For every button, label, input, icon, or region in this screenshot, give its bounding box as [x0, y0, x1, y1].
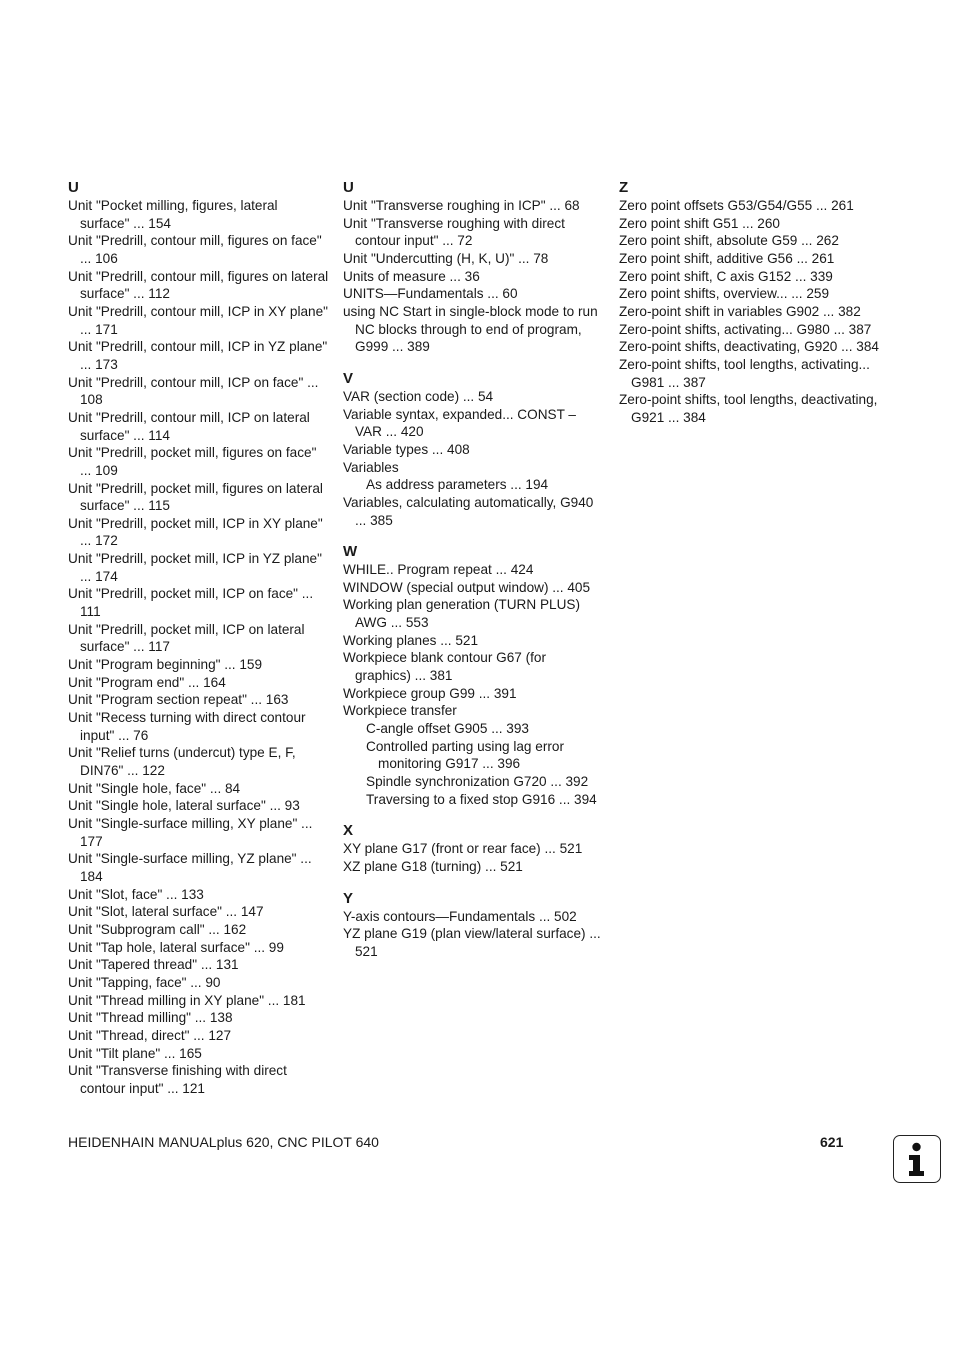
- index-entry: Zero-point shifts, tool lengths, deactivating, G921 ... 384: [619, 392, 878, 425]
- index-section: [343, 179, 605, 356]
- index-entry: Unit "Single-surface milling, YZ plane" ... 184: [68, 851, 312, 884]
- index-column-3: [619, 179, 881, 427]
- index-entry: Unit "Single-surface milling, XY plane" ... 177: [68, 815, 313, 849]
- index-entry: Unit "Tapping, face" ... 90: [68, 974, 221, 990]
- index-entry: WINDOW (special output window) ... 405: [343, 579, 591, 595]
- index-entry: Unit "Predrill, pocket mill, ICP in XY plane" ... 172: [68, 515, 323, 549]
- index-entry: Unit "Relief turns (undercut) type E, F, DIN76" ... 122: [68, 745, 296, 778]
- index-entry: Unit "Slot, face" ... 133: [68, 886, 204, 902]
- index-entry: using NC Start in single-block mode to run NC blocks through to end of program, G999 ... 389: [343, 303, 598, 355]
- index-entry: Unit "Predrill, pocket mill, ICP in YZ plane" ... 174: [68, 551, 322, 584]
- index-entry: Unit "Pocket milling, figures, lateral surface" ... 154: [68, 198, 278, 231]
- index-entry: Unit "Single hole, lateral surface" ... 93: [68, 798, 300, 814]
- index-entry: Zero point shifts, overview... ... 259: [619, 286, 830, 302]
- index-entry: Unit "Program section repeat" ... 163: [68, 692, 289, 708]
- index-entry: Unit "Recess turning with direct contour input" ... 76: [68, 710, 306, 743]
- index-entry: Unit "Single hole, face" ... 84: [68, 780, 241, 796]
- index-entry: Zero point shift, additive G56 ... 261: [619, 250, 835, 266]
- index-entry: Unit "Slot, lateral surface" ... 147: [68, 904, 264, 920]
- section-letter: Z: [619, 179, 629, 196]
- index-entry: Variables: [343, 459, 399, 475]
- index-entry: Zero point offsets G53/G54/G55 ... 261: [619, 198, 854, 213]
- section-letter: U: [343, 179, 354, 196]
- index-entry: Unit "Predrill, contour mill, figures on face" ... 106: [68, 233, 322, 266]
- index-entry: Unit "Predrill, contour mill, figures on lateral surface" ... 112: [68, 268, 329, 302]
- info-icon: [893, 1135, 941, 1183]
- section-letter: W: [343, 543, 358, 561]
- index-entry: XZ plane G18 (turning) ... 521: [343, 859, 523, 874]
- index-entry: Unit "Predrill, pocket mill, ICP on lateral surface" ... 117: [68, 621, 305, 655]
- index-entry: Unit "Thread milling in XY plane" ... 181: [68, 992, 306, 1008]
- index-entry: Unit "Program beginning" ... 159: [68, 657, 263, 673]
- index-entry: Zero-point shifts, tool lengths, activating... G981 ... 387: [619, 356, 870, 390]
- index-entry: Unit "Undercutting (H, K, U)" ... 78: [343, 250, 549, 266]
- index-subentry: Controlled parting using lag error monitoring G917 ... 396: [366, 738, 564, 772]
- index-entry: Workpiece group G99 ... 391: [343, 685, 517, 701]
- section-letter: X: [343, 822, 354, 840]
- index-entry: Zero-point shift in variables G902 ... 382: [619, 303, 861, 319]
- index-entry: Unit "Thread milling" ... 138: [68, 1010, 233, 1026]
- index-entry: Unit "Predrill, contour mill, ICP in XY plane" ... 171: [68, 303, 328, 337]
- index-subentry: C-angle offset G905 ... 393: [366, 721, 529, 737]
- index-entry: WHILE.. Program repeat ... 424: [343, 562, 534, 578]
- index-entry: Unit "Predrill, contour mill, ICP in YZ plane" ... 173: [68, 339, 328, 372]
- index-section: [343, 822, 605, 875]
- index-entry: YZ plane G19 (plan view/lateral surface) ... 521: [343, 926, 601, 959]
- footer-title: HEIDENHAIN MANUALplus 620, CNC PILOT 640: [68, 1134, 379, 1150]
- index-entry: Zero point shift G51 ... 260: [619, 215, 780, 231]
- section-letter: Y: [343, 889, 354, 907]
- index-entry: VAR (section code) ... 54: [343, 388, 494, 404]
- index-section: [343, 890, 605, 961]
- index-entry: Unit "Transverse roughing in ICP" ... 68: [343, 198, 580, 213]
- index-entry: Unit "Transverse roughing with direct contour input" ... 72: [343, 215, 565, 249]
- index-entry: Unit "Predrill, contour mill, ICP on lateral surface" ... 114: [68, 409, 310, 443]
- section-letter: U: [68, 179, 79, 196]
- index-section: [343, 543, 605, 808]
- index-section: [343, 370, 605, 529]
- index-section: [619, 179, 881, 427]
- page-number: 621: [820, 1134, 844, 1150]
- index-entry: Zero-point shifts, activating... G980 ... 387: [619, 321, 872, 337]
- index-entry: Unit "Predrill, contour mill, ICP on face" ... 108: [68, 374, 319, 408]
- section-letter: V: [343, 369, 354, 387]
- info-glyph-icon: [894, 1136, 939, 1181]
- index-entry: Variable types ... 408: [343, 441, 470, 457]
- index-entry: Unit "Program end" ... 164: [68, 674, 226, 690]
- index-entry: Zero point shift, C axis G152 ... 339: [619, 268, 833, 284]
- index-entry: Unit "Predrill, pocket mill, figures on lateral surface" ... 115: [68, 480, 323, 514]
- index-entry: Unit "Tilt plane" ... 165: [68, 1045, 202, 1061]
- index-entry: UNITS—Fundamentals ... 60: [343, 286, 518, 302]
- index-subentry: As address parameters ... 194: [366, 477, 549, 493]
- index-section: [68, 179, 330, 1097]
- index-entry: Y-axis contours—Fundamentals ... 502: [343, 908, 577, 924]
- index-entry: Unit "Transverse finishing with direct contour input" ... 121: [68, 1063, 287, 1096]
- index-entry: Zero point shift, absolute G59 ... 262: [619, 233, 839, 249]
- index-entry: Unit "Predrill, pocket mill, ICP on face" ... 111: [68, 586, 314, 620]
- index-subentry: Traversing to a fixed stop G916 ... 394: [366, 791, 597, 807]
- index-entry: Workpiece blank contour G67 (for graphics) ... 381: [343, 650, 546, 684]
- index-entry: Workpiece transfer: [343, 703, 457, 719]
- index-column-2: [343, 179, 605, 961]
- index-entry: Variables, calculating automatically, G940 ... 385: [343, 494, 594, 528]
- index-entry: Unit "Subprogram call" ... 162: [68, 921, 247, 937]
- index-entry: XY plane G17 (front or rear face) ... 521: [343, 841, 583, 857]
- index-entry: Zero-point shifts, deactivating, G920 ... 384: [619, 339, 879, 355]
- index-entry: Units of measure ... 36: [343, 268, 480, 284]
- index-entry: Unit "Tap hole, lateral surface" ... 99: [68, 939, 284, 955]
- index-entry: Unit "Tapered thread" ... 131: [68, 957, 239, 973]
- index-entry: Working planes ... 521: [343, 632, 479, 648]
- index-entry: Unit "Thread, direct" ... 127: [68, 1027, 232, 1043]
- index-entry: Unit "Predrill, pocket mill, figures on face" ... 109: [68, 445, 317, 478]
- index-entry: Working plan generation (TURN PLUS) AWG ... 553: [343, 597, 580, 631]
- index-subentry: Spindle synchronization G720 ... 392: [366, 774, 589, 790]
- index-column-1: [68, 179, 330, 1097]
- index-entry: Variable syntax, expanded... CONST – VAR ... 420: [343, 406, 576, 440]
